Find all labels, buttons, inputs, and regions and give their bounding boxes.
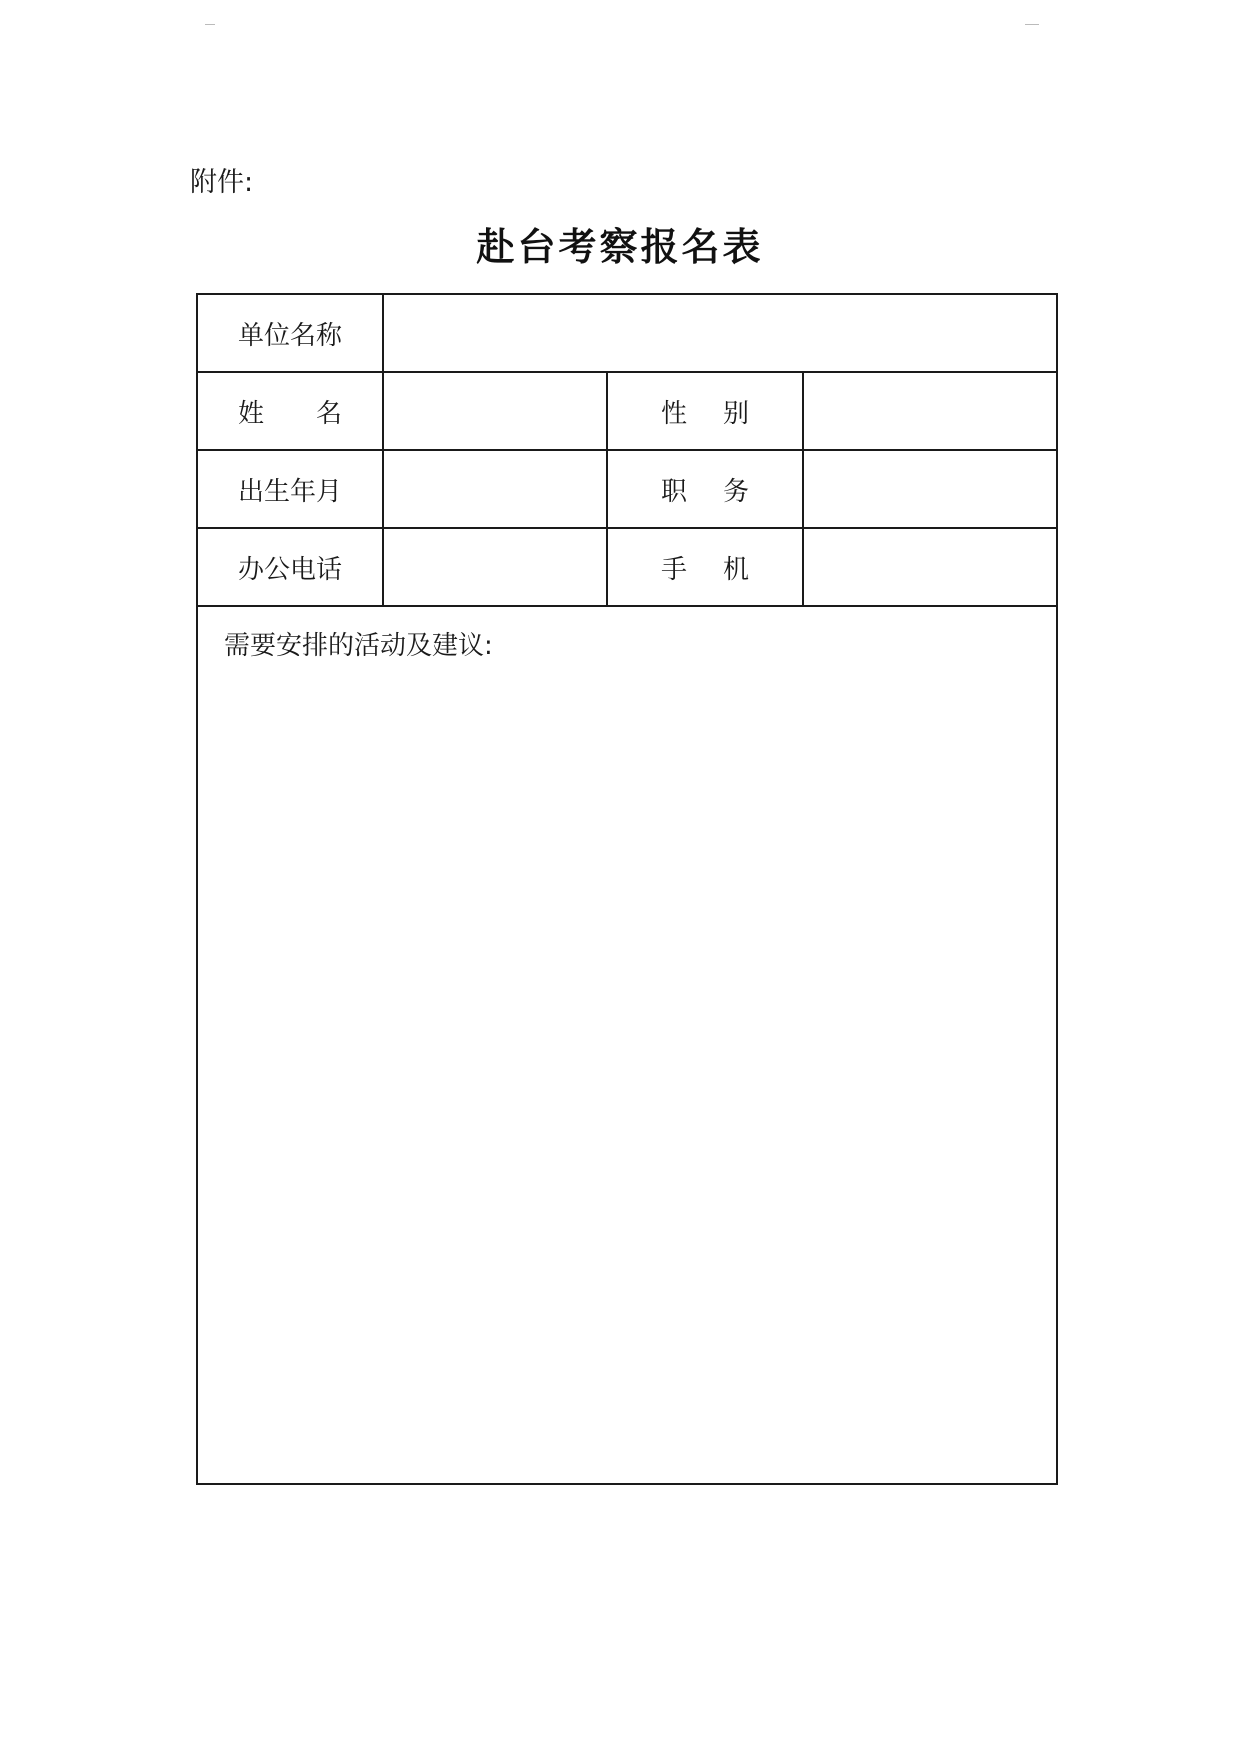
office-phone-label: 办公电话 [197,528,383,606]
mobile-label: 手 机 [607,528,803,606]
gender-label: 性 别 [607,372,803,450]
registration-form-table [196,293,1058,1485]
attachment-label: 附件: [190,167,254,198]
scan-mark-top-left [205,24,215,25]
office-phone-field[interactable] [383,528,607,606]
row-notes [197,606,1057,1484]
notes-label: 需要安排的活动及建议: [224,631,493,661]
name-label: 姓 名 [197,372,383,450]
row-name-gender [197,372,1057,450]
birth-field[interactable] [383,450,607,528]
notes-field[interactable] [197,606,1057,1484]
gender-field[interactable] [803,372,1057,450]
position-field[interactable] [803,450,1057,528]
scan-mark-top-right [1025,24,1039,25]
row-birth-position [197,450,1057,528]
unit-name-label: 单位名称 [197,294,383,372]
birth-label: 出生年月 [197,450,383,528]
mobile-field[interactable] [803,528,1057,606]
unit-name-field[interactable] [383,294,1057,372]
page-title: 赴台考察报名表 [476,224,764,269]
row-phone-mobile [197,528,1057,606]
row-unit-name [197,294,1057,372]
name-field[interactable] [383,372,607,450]
position-label: 职 务 [607,450,803,528]
